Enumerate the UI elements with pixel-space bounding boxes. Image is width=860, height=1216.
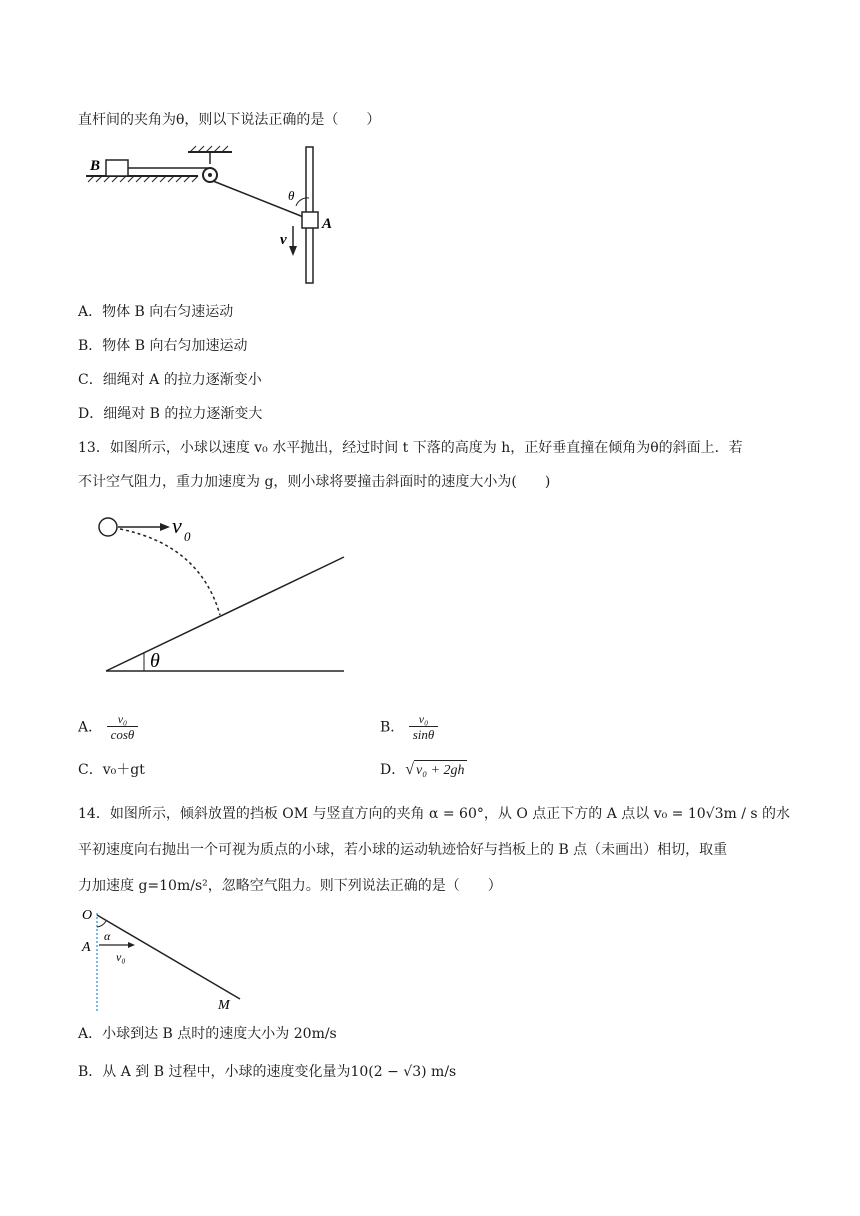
block-a [302, 212, 318, 228]
label-a: A [322, 216, 333, 232]
q12-option-c: C．细绳对 A 的拉力逐渐变小 [78, 372, 262, 388]
q13-option-c: C．v₀＋gt [78, 762, 145, 778]
q13-option-b: B． $\frac{\text{v₀}}{\sin\theta}$ [380, 712, 438, 743]
q12-option-a: A．物体 B 向右匀速运动 [78, 304, 234, 320]
q12-stem-tail: 直杆间的夹角为θ，则以下说法正确的是（ ） [78, 112, 381, 128]
q14-stem-line3: 力加速度 g=10m/s²，忽略空气阻力。则下列说法正确的是（ ） [78, 878, 502, 894]
q14-option-b: B．从 A 到 B 过程中，小球的速度变化量为10(2 − √3) m/s [78, 1064, 457, 1080]
q13-option-d: D．√ v₀ + 2gh [380, 760, 467, 781]
q14-figure [78, 905, 258, 1015]
q14-stem-line1: 14．如图所示，倾斜放置的挡板 OM 与竖直方向的夹角 α = 60°，从 O 点正下方的 A 点以 v₀ = 10√3m / s 的水 [78, 806, 791, 822]
label-m: M [218, 998, 230, 1013]
label-o: O [82, 908, 93, 923]
label-v0-14: v₀ [116, 950, 126, 964]
label-theta: θ [288, 188, 295, 203]
label-b: B [90, 158, 101, 174]
q14-option-a: A．小球到达 B 点时的速度大小为 20m/s [78, 1026, 337, 1042]
q13-stem-line1: 13．如图所示，小球以速度 v₀ 水平抛出，经过时间 t 下落的高度为 h，正好垂直撞在倾角为θ的斜面上．若 [78, 440, 743, 456]
block-b [106, 160, 128, 176]
q12-option-b: B．物体 B 向右匀加速运动 [78, 338, 248, 354]
label-v0: v [172, 513, 182, 538]
q12-option-d: D．细绳对 B 的拉力逐渐变大 [78, 406, 263, 422]
q13-stem-line2: 不计空气阻力，重力加速度为 g，则小球将要撞击斜面时的速度大小为( ) [78, 474, 551, 490]
ball [99, 518, 117, 536]
label-alpha: α [104, 929, 111, 943]
q13-option-a: A． $\frac{\text{v₀}}{\cos\theta}$ [78, 712, 138, 743]
q13-figure [90, 505, 360, 685]
q14-stem-line2: 平初速度向右抛出一个可视为质点的小球，若小球的运动轨迹恰好与挡板上的 B 点（未画出）相切，取重 [78, 842, 728, 858]
label-v0-sub: 0 [184, 529, 191, 544]
q12-figure [80, 140, 360, 285]
label-a-14: A [82, 940, 91, 955]
label-v: v [280, 232, 287, 248]
label-theta-13: θ [150, 650, 160, 672]
